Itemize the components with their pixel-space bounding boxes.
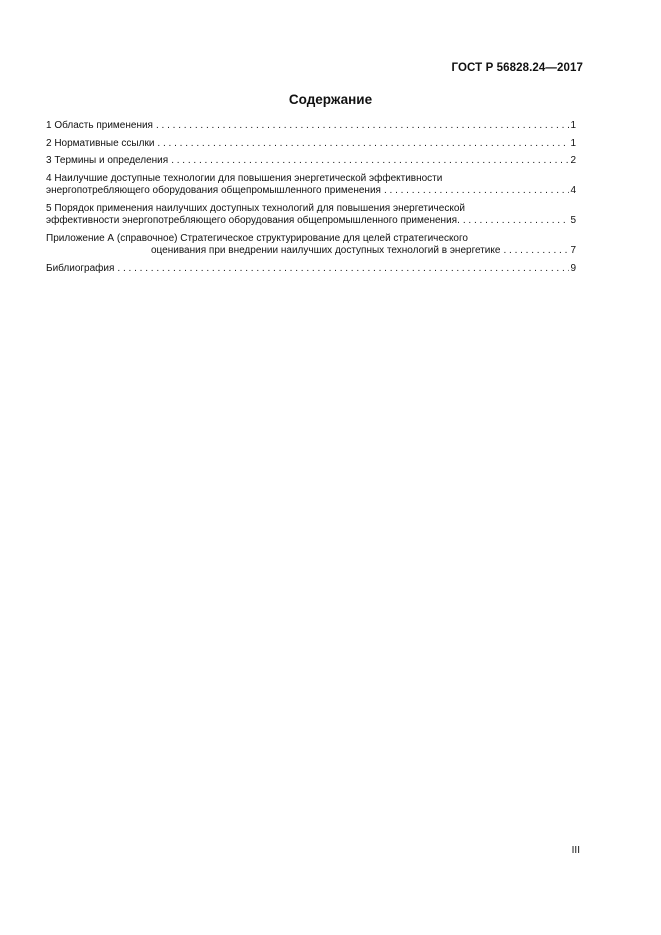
toc-entry-label: энергопотребляющего оборудования общепромышленного применения — [46, 185, 381, 196]
toc-entry-page: 7 — [570, 245, 576, 256]
toc-entry-page: 1 — [570, 137, 576, 149]
toc-entry-label-line-1: 4 Наилучшие доступные технологии для повышения энергетической эффективности — [46, 172, 443, 184]
toc-entry-label: эффективности энергопотребляющего оборудования общепромышленного применения. — [46, 215, 460, 226]
toc-entry-label: 1 Область применения — [46, 120, 153, 131]
toc-entry-references[interactable] — [46, 138, 576, 151]
toc-entry-label-line-1: 5 Порядок применения наилучших доступных технологий для повышения энергетической — [46, 202, 465, 214]
toc-entry-label: 3 Термины и определения — [46, 155, 169, 166]
leader-dots — [171, 155, 569, 168]
table-of-contents — [46, 120, 576, 280]
toc-entry-page: 4 — [570, 185, 576, 196]
toc-entry-label: 2 Нормативные ссылки — [46, 137, 155, 149]
toc-entry-label: оценивания при внедрении наилучших доступных технологий в энергетике — [151, 245, 501, 256]
toc-entry-terms[interactable] — [46, 155, 576, 168]
toc-entry-page: 5 — [570, 215, 576, 226]
document-code: ГОСТ Р 56828.24—2017 — [451, 62, 583, 74]
toc-entry-page: 9 — [570, 262, 576, 274]
leader-dots — [117, 263, 569, 276]
leader-dots — [384, 185, 569, 198]
leader-dots — [503, 245, 569, 258]
toc-entry-appendix-a[interactable] — [46, 233, 576, 258]
leader-dots — [156, 120, 569, 133]
leader-dots — [157, 138, 569, 151]
toc-title: Содержание — [288, 92, 373, 107]
toc-entry-application-procedure[interactable] — [46, 203, 576, 228]
toc-entry-page: 2 — [570, 155, 576, 166]
page-number: III — [571, 845, 580, 856]
toc-entry-scope[interactable] — [46, 120, 576, 133]
toc-entry-label-line-1: Приложение А (справочное) Стратегическое структурирование для целей стратегического — [46, 232, 468, 244]
toc-entry-bibliography[interactable] — [46, 263, 576, 276]
leader-dots — [463, 215, 570, 228]
toc-entry-best-technologies[interactable] — [46, 173, 576, 198]
toc-entry-label: Библиография — [46, 262, 115, 274]
toc-entry-page: 1 — [570, 120, 576, 131]
